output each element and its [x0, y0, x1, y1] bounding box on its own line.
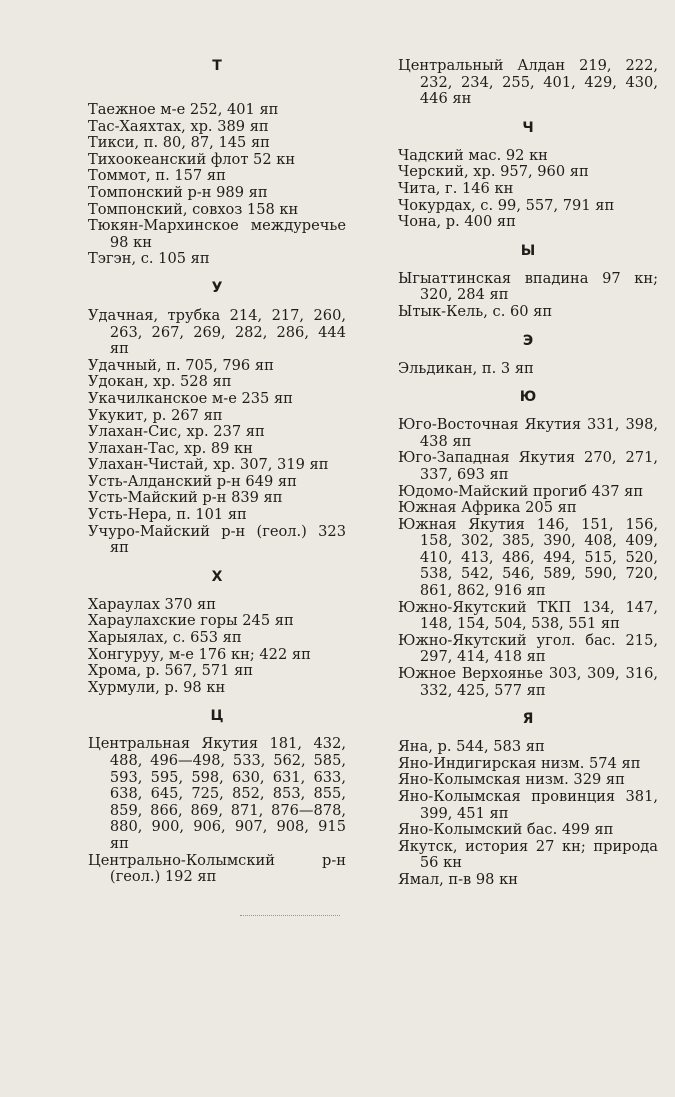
index-entry: Хрома, р. 567, 571 яп	[88, 662, 254, 680]
index-entry: Укачилканское м-е 235 яп	[88, 389, 293, 407]
index-entry: Южно-Якутский ТКП 134, 147, 148, 154, 504, 538, 551 яп	[398, 598, 658, 633]
index-entry: Укукит, р. 267 яп	[88, 406, 223, 424]
index-entry: Томпонский, совхоз 158 кн	[88, 200, 299, 218]
index-entry: Тикси, п. 80, 87, 145 яп	[88, 134, 270, 152]
right-column	[398, 58, 658, 889]
index-entry: Якутск, история 27 кн; природа 56 кн	[398, 837, 658, 872]
index-entry: Таежное м-е 252, 401 яп	[88, 101, 279, 118]
index-entry: Усть-Майский р-н 839 яп	[88, 489, 283, 507]
index-entry: Яна, р. 544, 583 яп	[398, 738, 545, 756]
index-entry: Центральный Алдан 219, 222, 232, 234, 255, 401, 429, 430, 446 ян	[398, 57, 658, 108]
index-entry: Чадский мас. 92 кн	[398, 146, 548, 164]
index-entry: Яно-Колымский бас. 499 яп	[398, 821, 614, 839]
section-letter: Э	[522, 332, 534, 349]
section-letter: Т	[212, 58, 222, 74]
index-entry: Яно-Колымская провинция 381, 399, 451 яп	[398, 788, 658, 822]
index-entry: Тас-Хаяхтах, хр. 389 яп	[88, 117, 269, 135]
index-entry: Хонгуруу, м-е 176 кн; 422 яп	[88, 645, 311, 663]
column-end-rule	[240, 915, 340, 916]
section-letter: Ы	[520, 242, 536, 259]
index-entry: Чокурдах, с. 99, 557, 791 яп	[398, 196, 615, 214]
index-entry: Усть-Алданский р-н 649 яп	[88, 472, 297, 490]
index-entry: Ыгыаттинская впадина 97 кн; 320, 284 яп	[398, 269, 658, 304]
section-letter: Ю	[519, 389, 537, 406]
index-entry: Учуро-Майский р-н (геол.) 323 яп	[88, 522, 346, 557]
index-entry: Яно-Индигирская низм. 574 яп	[398, 754, 641, 772]
index-entry: Черский, хр. 957, 960 яп	[398, 163, 589, 181]
index-entry: Яно-Колымская низм. 329 яп	[398, 771, 625, 789]
index-entry: Харыялах, с. 653 яп	[88, 629, 242, 647]
index-entry: Южная Африка 205 яп	[398, 499, 577, 517]
index-entry: Улахан-Чистай, хр. 307, 319 яп	[88, 456, 329, 474]
index-entry: Удачная, трубка 214, 217, 260, 263, 267, 269, 282, 286, 444 яп	[88, 306, 346, 358]
index-entry: Усть-Нера, п. 101 яп	[88, 506, 247, 524]
index-entry: Южная Якутия 146, 151, 156, 158, 302, 385, 390, 408, 409, 410, 413, 486, 494, 515, 520, 538, 542, 546, 589, 590, 720, 861, 862, 916 яп	[398, 515, 658, 600]
index-entry: Центральная Якутия 181, 432, 488, 496—498, 533, 562, 585, 593, 595, 598, 630, 631, 633, 638, 645, 725, 852, 853, 855, 859, 866, 869, 871, 876—878, 880, 900, 906, 907, 908, 915 яп	[88, 735, 346, 852]
section-letter: У	[211, 279, 223, 296]
index-entry: Тэгэн, с. 105 яп	[88, 250, 210, 268]
index-entry: Удачный, п. 705, 796 яп	[88, 356, 274, 374]
index-entry: Ытык-Кель, с. 60 яп	[398, 302, 553, 320]
index-entry: Чита, г. 146 кн	[398, 179, 514, 197]
index-entry: Улахан-Тас, хр. 89 кн	[88, 439, 253, 457]
section-letter: Ц	[210, 708, 224, 725]
index-entry: Южное Верхоянье 303, 309, 316, 332, 425, 577 яп	[398, 665, 658, 699]
section-letter: Ч	[522, 119, 534, 136]
index-entry: Юдомо-Майский прогиб 437 яп	[398, 482, 644, 500]
section-letter: Я	[522, 711, 534, 728]
left-column	[88, 58, 346, 886]
section-letter: Х	[211, 568, 223, 585]
index-entry: Хараулахские горы 245 яп	[88, 612, 294, 630]
index-entry: Томпонский р-н 989 яп	[88, 183, 268, 201]
index-entry: Южно-Якутский угол. бас. 215, 297, 414, 418 яп	[398, 631, 658, 666]
index-entry: Хараулах 370 яп	[88, 595, 216, 613]
index-entry: Хурмули, р. 98 кн	[88, 678, 226, 696]
index-entry: Томмот, п. 157 яп	[88, 167, 226, 185]
index-entry: Удокан, хр. 528 яп	[88, 373, 232, 391]
index-entry: Тюкян-Мархинское междуречье 98 кн	[88, 217, 346, 251]
index-entry: Ямал, п-в 98 кн	[398, 870, 518, 888]
index-entry: Улахан-Сис, хр. 237 яп	[88, 423, 265, 441]
index-entry: Юго-Западная Якутия 270, 271, 337, 693 яп	[398, 449, 658, 483]
index-entry: Эльдикан, п. 3 яп	[398, 359, 534, 377]
index-entry: Чона, р. 400 яп	[398, 213, 516, 231]
index-entry: Центрально-Колымский р-н (геол.) 192 яп	[88, 851, 346, 886]
index-entry: Юго-Восточная Якутия 331, 398, 438 яп	[398, 416, 658, 450]
index-entry: Тихоокеанский флот 52 кн	[88, 150, 296, 168]
